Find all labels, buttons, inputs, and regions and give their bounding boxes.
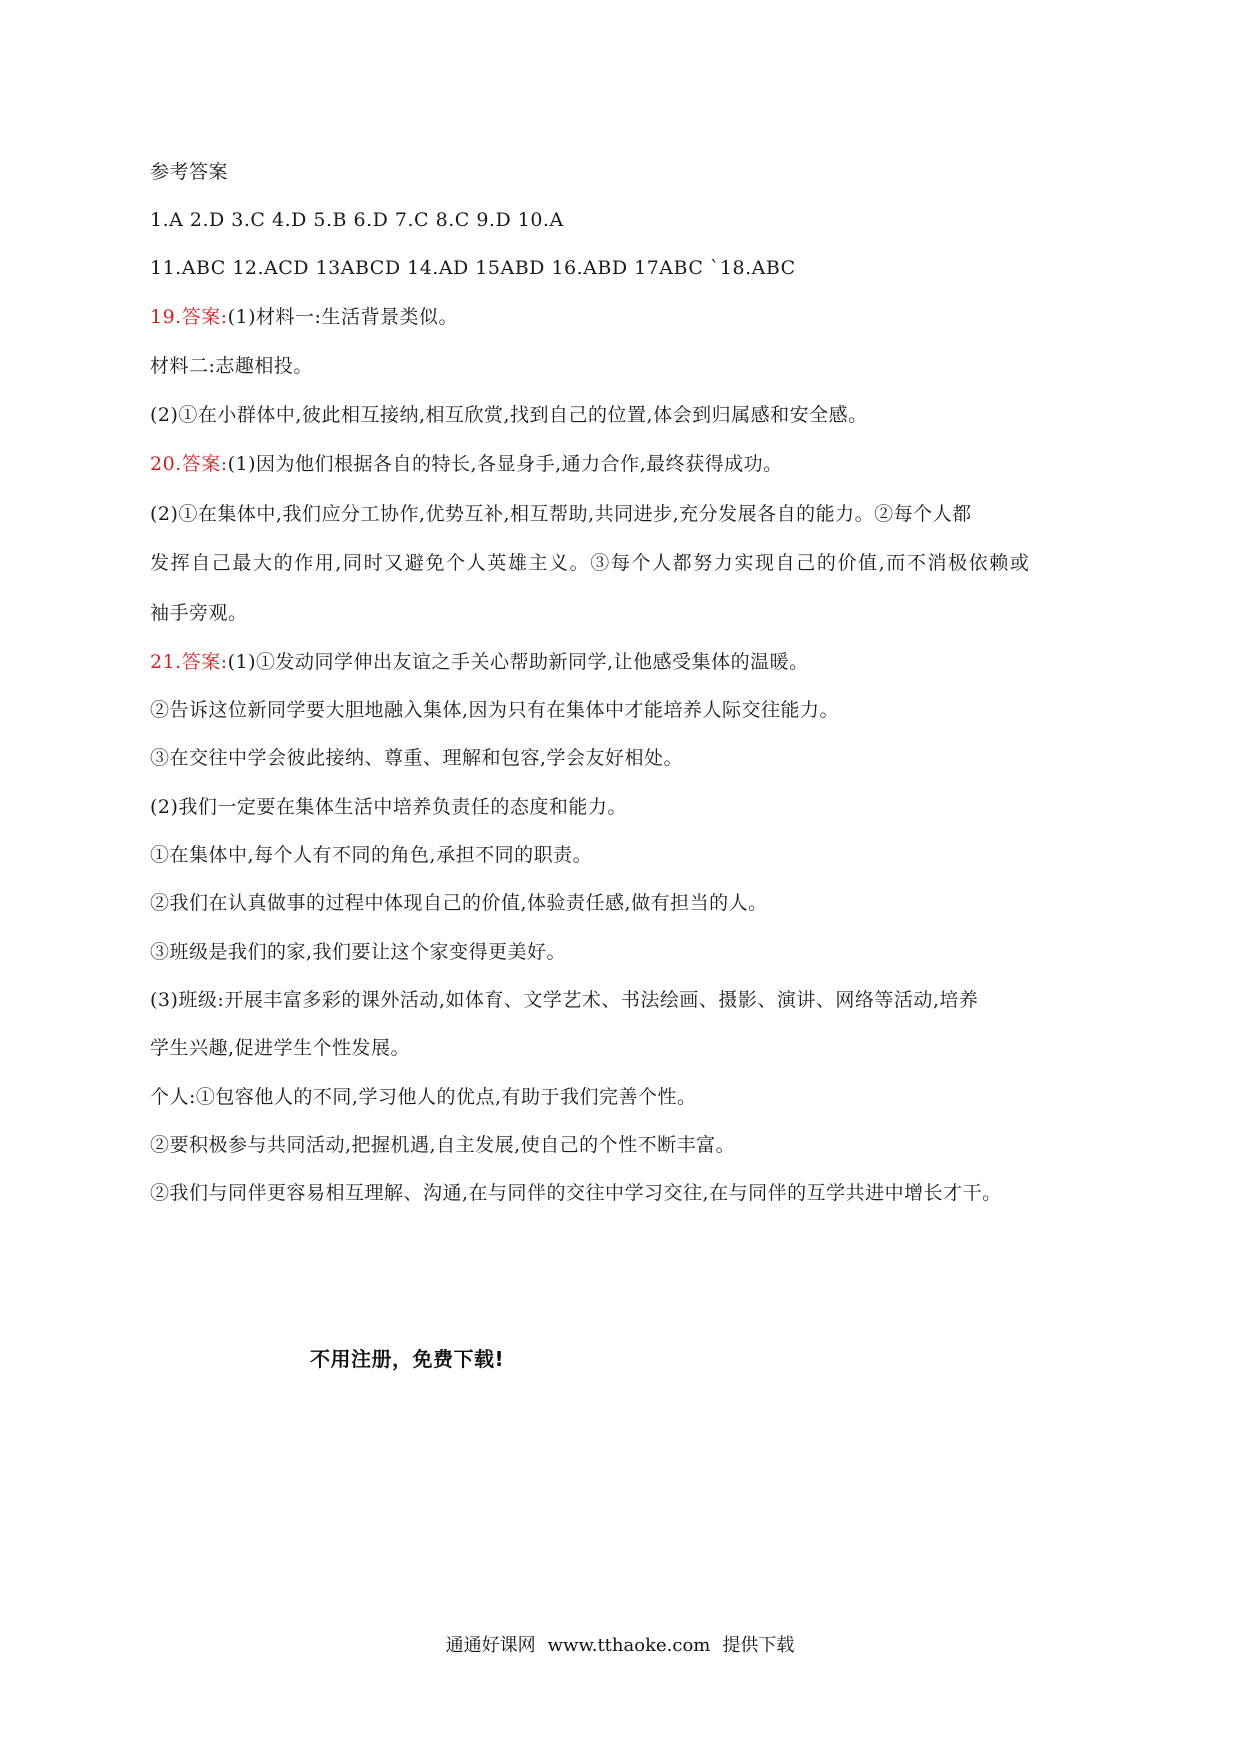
q21-line-2: ②告诉这位新同学要大胆地融入集体,因为只有在集体中才能培养人际交往能力。 bbox=[150, 699, 840, 721]
footer-tail: 提供下载 bbox=[722, 1635, 795, 1656]
q21-text-1: (1)①发动同学伸出友谊之手关心帮助新同学,让他感受集体的温暖。 bbox=[227, 651, 809, 673]
q21-line-3: ③在交往中学会彼此接纳、尊重、理解和包容,学会友好相处。 bbox=[150, 747, 684, 769]
q19-text-1: (1)材料一:生活背景类似。 bbox=[227, 306, 458, 328]
answer-heading: 参考答案 bbox=[150, 161, 229, 183]
q20-line-4: 袖手旁观。 bbox=[150, 602, 248, 624]
promo-text: 不用注册，免费下载! bbox=[310, 1347, 505, 1371]
page-footer bbox=[0, 1631, 1240, 1657]
footer-site-name: 通通好课网 bbox=[445, 1635, 536, 1656]
q20-line-2: (2)①在集体中,我们应分工协作,优势互补,相互帮助,共同进步,充分发展各自的能力。②每个人都 bbox=[150, 503, 972, 525]
q19-line-1 bbox=[150, 305, 1100, 329]
q21-line-11: ②要积极参与共同活动,把握机遇,自主发展,使自己的个性不断丰富。 bbox=[150, 1134, 736, 1156]
q19-line-3: (2)①在小群体中,彼此相互接纳,相互欣赏,找到自己的位置,体会到归属感和安全感。 bbox=[150, 404, 868, 426]
q19-line-2: 材料二:志趣相投。 bbox=[150, 355, 313, 377]
mc-answers-row-1: 1.A 2.D 3.C 4.D 5.B 6.D 7.C 8.C 9.D 10.A bbox=[150, 209, 564, 231]
q21-line-1 bbox=[150, 650, 1100, 674]
q21-line-12: ②我们与同伴更容易相互理解、沟通,在与同伴的交往中学习交往,在与同伴的互学共进中增长才干。 bbox=[150, 1182, 1002, 1204]
q21-line-6: ②我们在认真做事的过程中体现自己的价值,体验责任感,做有担当的人。 bbox=[150, 892, 768, 914]
q21-line-8: (3)班级:开展丰富多彩的课外活动,如体育、文学艺术、书法绘画、摄影、演讲、网络等活动,培养 bbox=[150, 989, 979, 1011]
q20-line-1 bbox=[150, 452, 1100, 476]
q20-answer-label: 20.答案: bbox=[150, 453, 228, 475]
q21-line-4: (2)我们一定要在集体生活中培养负责任的态度和能力。 bbox=[150, 796, 627, 818]
q21-line-9: 学生兴趣,促进学生个性发展。 bbox=[150, 1037, 411, 1059]
q19-answer-label: 19.答案: bbox=[150, 306, 228, 328]
q20-text-1: (1)因为他们根据各自的特长,各显身手,通力合作,最终获得成功。 bbox=[227, 453, 783, 475]
q21-line-7: ③班级是我们的家,我们要让这个家变得更美好。 bbox=[150, 941, 567, 963]
q21-line-10: 个人:①包容他人的不同,学习他人的优点,有助于我们完善个性。 bbox=[150, 1086, 697, 1108]
q21-line-5: ①在集体中,每个人有不同的角色,承担不同的职责。 bbox=[150, 844, 593, 866]
mc-answers-row-2: 11.ABC 12.ACD 13ABCD 14.AD 15ABD 16.ABD 17ABC `18.ABC bbox=[150, 257, 796, 279]
q21-answer-label: 21.答案: bbox=[150, 651, 228, 673]
q20-line-3: 发挥自己最大的作用,同时又避免个人英雄主义。③每个人都努力实现自己的价值,而不消极依赖或 bbox=[150, 552, 1031, 574]
footer-url[interactable]: www.tthaoke.com bbox=[547, 1635, 711, 1656]
